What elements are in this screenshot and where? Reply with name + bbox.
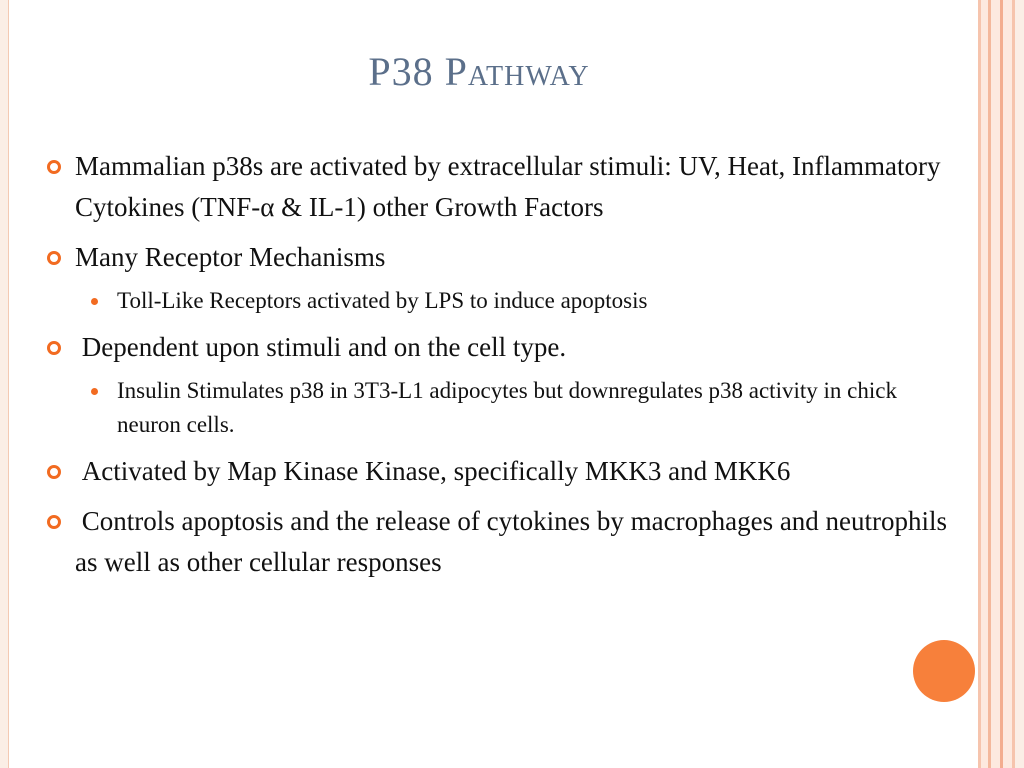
left-frame: [0, 0, 8, 768]
bullet-ring-icon: [47, 515, 61, 529]
bullet-item: [45, 327, 950, 368]
decorative-stripes: [978, 0, 1024, 768]
slide-title: P38 Pathway: [368, 49, 590, 94]
bullet-text: Controls apoptosis and the release of cytokines by macrophages and neutrophils as well as other cellular responses: [75, 506, 954, 577]
bullet-item: [45, 237, 950, 278]
sub-bullet-item: [45, 284, 950, 318]
bullet-item: [45, 501, 954, 583]
sub-bullet-text: Insulin Stimulates p38 in 3T3-L1 adipocytes but downregulates p38 activity in chick neuron cells.: [117, 378, 897, 437]
bullet-ring-icon: [47, 341, 61, 355]
bullet-text: Activated by Map Kinase Kinase, specifically MKK3 and MKK6: [75, 456, 791, 486]
sub-bullet-text: Toll-Like Receptors activated by LPS to induce apoptosis: [117, 288, 648, 313]
bullet-text: Dependent upon stimuli and on the cell type.: [75, 332, 567, 362]
orange-circle-accent: [913, 640, 975, 702]
bullet-item: [45, 146, 950, 228]
bullet-dot-icon: [91, 388, 98, 395]
bullet-dot-icon: [91, 298, 98, 305]
bullet-text: Mammalian p38s are activated by extracellular stimuli: UV, Heat, Inflammatory Cytokines (TNF-α & IL-1) other Growth Factors: [75, 151, 941, 222]
bullet-list: [45, 146, 954, 592]
bullet-item: [45, 451, 950, 492]
bullet-ring-icon: [47, 160, 61, 174]
slide-panel: [8, 0, 979, 768]
sub-bullet-item: [45, 374, 950, 442]
bullet-ring-icon: [47, 465, 61, 479]
bullet-ring-icon: [47, 251, 61, 265]
bullet-text: Many Receptor Mechanisms: [75, 242, 386, 272]
